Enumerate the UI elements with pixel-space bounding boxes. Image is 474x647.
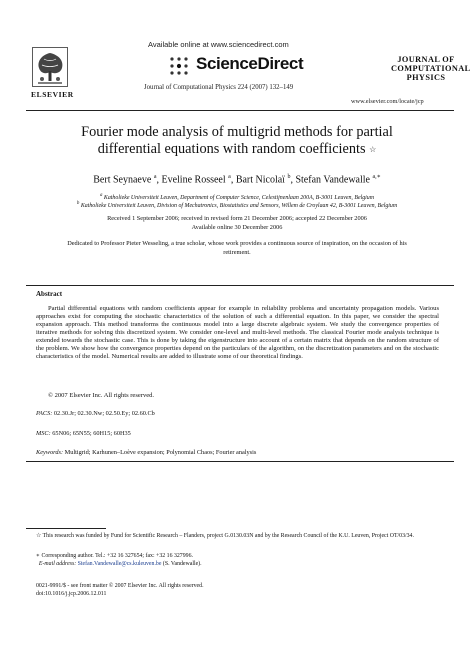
publisher-name: ELSEVIER bbox=[31, 90, 74, 99]
author-email-link[interactable]: Stefan.Vandewalle@cs.kuleuven.be bbox=[77, 561, 162, 567]
affiliation-b bbox=[30, 201, 444, 209]
elsevier-tree-logo-icon bbox=[32, 47, 68, 87]
received-dates: Received 1 September 2006; received in revised form 21 December 2006; accepted 22 December 2006 bbox=[107, 215, 367, 222]
email-label: E-mail address: bbox=[38, 561, 77, 567]
footnote-text: Corresponding author. Tel.: +32 16 327654; fax: +32 16 327996. bbox=[41, 553, 193, 559]
footnote-text: This research was funded by Fund for Scientific Research – Flanders, project G.0130.03N and by the Research Council of the K.U. Leuven, Project OT/03/34. bbox=[42, 533, 414, 539]
pacs-values: 02.30.Jr; 02.30.Nw; 02.50.Ey; 02.60.Cb bbox=[53, 410, 155, 417]
abstract-heading: Abstract bbox=[36, 290, 63, 298]
author-affiliation-mark: a,∗ bbox=[372, 174, 381, 180]
keywords bbox=[36, 449, 256, 456]
footnote-mark: ∗ bbox=[36, 553, 40, 559]
keywords-values: Multigrid; Karhunen–Loève expansion; Polynomial Chaos; Fourier analysis bbox=[64, 449, 257, 456]
msc-values: 65N06; 65N55; 60H15; 60H35 bbox=[52, 430, 131, 437]
journal-header bbox=[0, 0, 474, 118]
funding-footnote bbox=[36, 533, 441, 540]
pacs-codes bbox=[36, 410, 155, 417]
footnote-mark: ☆ bbox=[36, 533, 42, 539]
affiliation-mark: b bbox=[76, 201, 80, 206]
abstract-copyright: © 2007 Elsevier Inc. All rights reserved. bbox=[48, 392, 155, 399]
abstract-bottom-divider bbox=[26, 461, 454, 462]
journal-reference: Journal of Computational Physics 224 (2007) 132–149 bbox=[144, 84, 294, 91]
journal-name-line: PHYSICS bbox=[406, 73, 446, 83]
title-line-2: differential equations with random coefficients bbox=[97, 141, 366, 157]
author-name[interactable]: Bart Nicolaï bbox=[235, 174, 285, 186]
front-matter-imprint: 0021-9991/$ - see front matter © 2007 Elsevier Inc. All rights reserved. bbox=[36, 583, 204, 589]
footnote-divider bbox=[26, 528, 106, 529]
author-name[interactable]: Bert Seynaeve bbox=[93, 174, 152, 186]
author-affiliation-mark: a bbox=[153, 174, 157, 180]
sciencedirect-dots-icon bbox=[168, 55, 190, 77]
pacs-label: PACS: bbox=[36, 410, 53, 417]
msc-codes bbox=[36, 430, 131, 437]
online-date: Available online 30 December 2006 bbox=[191, 224, 283, 231]
author-affiliation-mark: b bbox=[287, 174, 291, 180]
author-name[interactable]: Stefan Vandewalle bbox=[295, 174, 370, 186]
doi-link[interactable]: doi:10.1016/j.jcp.2006.12.011 bbox=[36, 591, 107, 597]
email-footnote bbox=[36, 561, 441, 568]
email-suffix: (S. Vandewalle). bbox=[162, 561, 202, 567]
journal-name-line: JOURNAL OF bbox=[397, 55, 455, 64]
affiliation-text: Katholieke Universiteit Leuven, Department of Computer Science, Celestijnenlaan 200A, B-3001 Leuven, Belgium bbox=[103, 194, 375, 201]
dedication: Dedicated to Professor Pieter Wesseling, a true scholar, whose work provides a continuous source of inspiration, on the occasion of his retirement. bbox=[67, 240, 407, 256]
author-list: Bert Seynaeve $^a$, Eveline Rosseel $^a$, Bart Nicolaï $^b$, Stefan Vandewalle $^{a,∗}$ bbox=[93, 174, 381, 186]
title-footnote-mark[interactable]: ☆ bbox=[369, 145, 377, 154]
author-affiliation-mark: a bbox=[228, 174, 231, 180]
affiliation-text: Katholieke Universiteit Leuven, Division of Mechatronics, Biostatistics and Sensors, Willem de Croylaan 42, B-3001 Leuven, Belgium bbox=[80, 202, 398, 209]
journal-url-link[interactable]: www.elsevier.com/locate/jcp bbox=[351, 98, 424, 105]
abstract-text: Partial differential equations with random coefficients appear for example in reliability problems and uncertainty propagation models. Various approaches exist for computing the stochastic characteristics of the solution of such a differential equation. In this paper, we consider the spectral expansion approach. This method transforms the continuous model into a large discrete algebraic system. We study the convergence properties of iterative methods for solving this discretized system. We consider one-level and multi-level methods. The classical Fourier mode analysis technique is extended towards the stochastic case. This is done by taking the eigenstructure into account of a certain matrix that depends on the random structure of the problem. We show how the convergence properties depend on the particulars of the algorithm, on the discretization parameters and on the stochastic characteristics of the model. Numerical results are added to illustrate some of our theoretical findings. bbox=[36, 305, 439, 361]
affiliation-mark: a bbox=[99, 193, 103, 198]
corresponding-author-footnote bbox=[36, 553, 441, 560]
affiliation-a bbox=[30, 193, 444, 201]
journal-name bbox=[391, 55, 471, 83]
article-title bbox=[40, 124, 434, 158]
abstract-top-divider bbox=[26, 285, 454, 286]
sciencedirect-availability[interactable]: Available online at www.sciencedirect.com bbox=[148, 40, 289, 49]
author-name[interactable]: Eveline Rosseel bbox=[161, 174, 226, 186]
header-divider bbox=[26, 110, 454, 111]
title-line-1: Fourier mode analysis of multigrid methods for partial bbox=[81, 124, 393, 140]
sciencedirect-brand: ScienceDirect bbox=[196, 54, 304, 73]
keywords-label: Keywords: bbox=[36, 449, 64, 456]
journal-name-line: COMPUTATIONAL bbox=[391, 64, 471, 74]
msc-label: MSC: bbox=[36, 430, 51, 437]
